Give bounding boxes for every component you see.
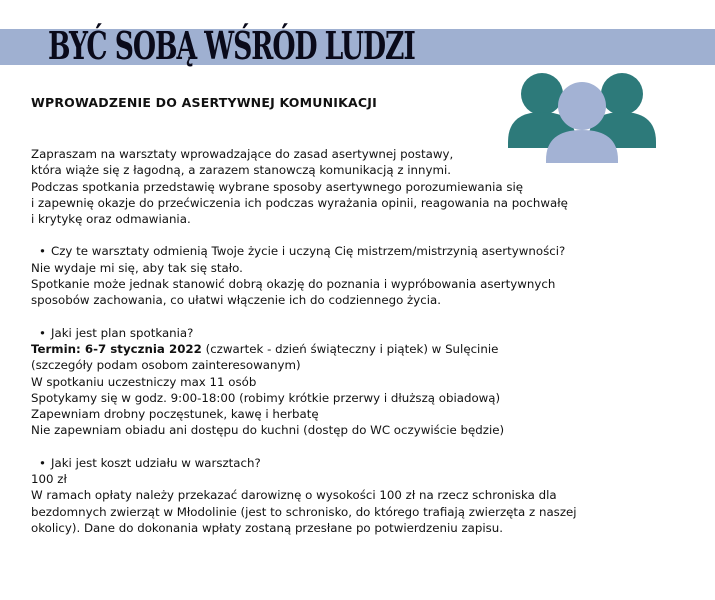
plan-line: Nie zapewniam obiadu ani dostępu do kuchni (dostęp do WC oczywiście będzie) bbox=[31, 423, 505, 438]
intro-line: Zapraszam na warsztaty wprowadzające do zasad asertywnej postawy, bbox=[31, 147, 454, 161]
question-text: Jaki jest koszt udziału w warsztach? bbox=[51, 455, 261, 470]
answer-line: sposobów zachowania, co ułatwi włączenie ich do codziennego życia. bbox=[31, 293, 441, 308]
question-text: Czy te warsztaty odmienią Twoje życie i uczyną Cię mistrzem/mistrzynią asertywności? bbox=[51, 244, 566, 259]
price-line: 100 zł bbox=[31, 472, 67, 487]
intro-line: Podczas spotkania przedstawię wybrane sposoby asertywnego porozumiewania się bbox=[31, 179, 524, 194]
bullet-icon: • bbox=[39, 325, 46, 340]
description-body bbox=[31, 146, 671, 536]
question-text: Jaki jest plan spotkania? bbox=[51, 325, 194, 340]
question-bullet bbox=[31, 325, 671, 341]
term-date: Termin: 6-7 stycznia 2022 bbox=[31, 341, 202, 356]
plan-line: Spotykamy się w godz. 9:00-18:00 (robimy krótkie przerwy i dłuższą obiadową) bbox=[31, 390, 501, 405]
term-line bbox=[31, 341, 671, 357]
bullet-icon: • bbox=[39, 244, 46, 259]
answer-line: Spotkanie może jednak stanowić dobrą okazję do poznania i wypróbowania asertywnych bbox=[31, 277, 556, 292]
intro-line: i krytykę oraz odmawiania. bbox=[31, 212, 191, 227]
page-title: BYĆ SOBĄ WŚRÓD LUDZI bbox=[48, 23, 415, 68]
cost-line: bezdomnych zwierząt w Młodolinie (jest to schronisko, do którego trafiają zwierzęta z naszej bbox=[31, 504, 577, 519]
answer-line: Nie wydaje mi się, aby tak się stało. bbox=[31, 260, 243, 275]
term-location: (czwartek - dzień świąteczny i piątek) w Sulęcinie bbox=[201, 341, 499, 356]
plan-line: (szczegóły podam osobom zainteresowanym) bbox=[31, 358, 301, 373]
cost-line: okolicy). Dane do dokonania wpłaty zostaną przesłane po potwierdzeniu zapisu. bbox=[31, 520, 504, 535]
bullet-icon: • bbox=[39, 455, 46, 470]
section-heading: WPROWADZENIE DO ASERTYWNEJ KOMUNIKACJI bbox=[31, 95, 377, 110]
question-bullet bbox=[31, 455, 671, 471]
plan-line: Zapewniam drobny poczęstunek, kawę i herbatę bbox=[31, 407, 319, 422]
question-bullet bbox=[31, 243, 671, 259]
intro-line: i zapewnię okazje do przećwiczenia ich podczas wyrażania opinii, reagowania na pochwałę bbox=[31, 195, 568, 210]
intro-line: która wiąże się z łagodną, a zarazem stanowczą komunikacją z innymi. bbox=[31, 163, 452, 178]
cost-line: W ramach opłaty należy przekazać darowiznę o wysokości 100 zł na rzecz schroniska dla bbox=[31, 488, 557, 503]
plan-line: W spotkaniu uczestniczy max 11 osób bbox=[31, 374, 257, 389]
